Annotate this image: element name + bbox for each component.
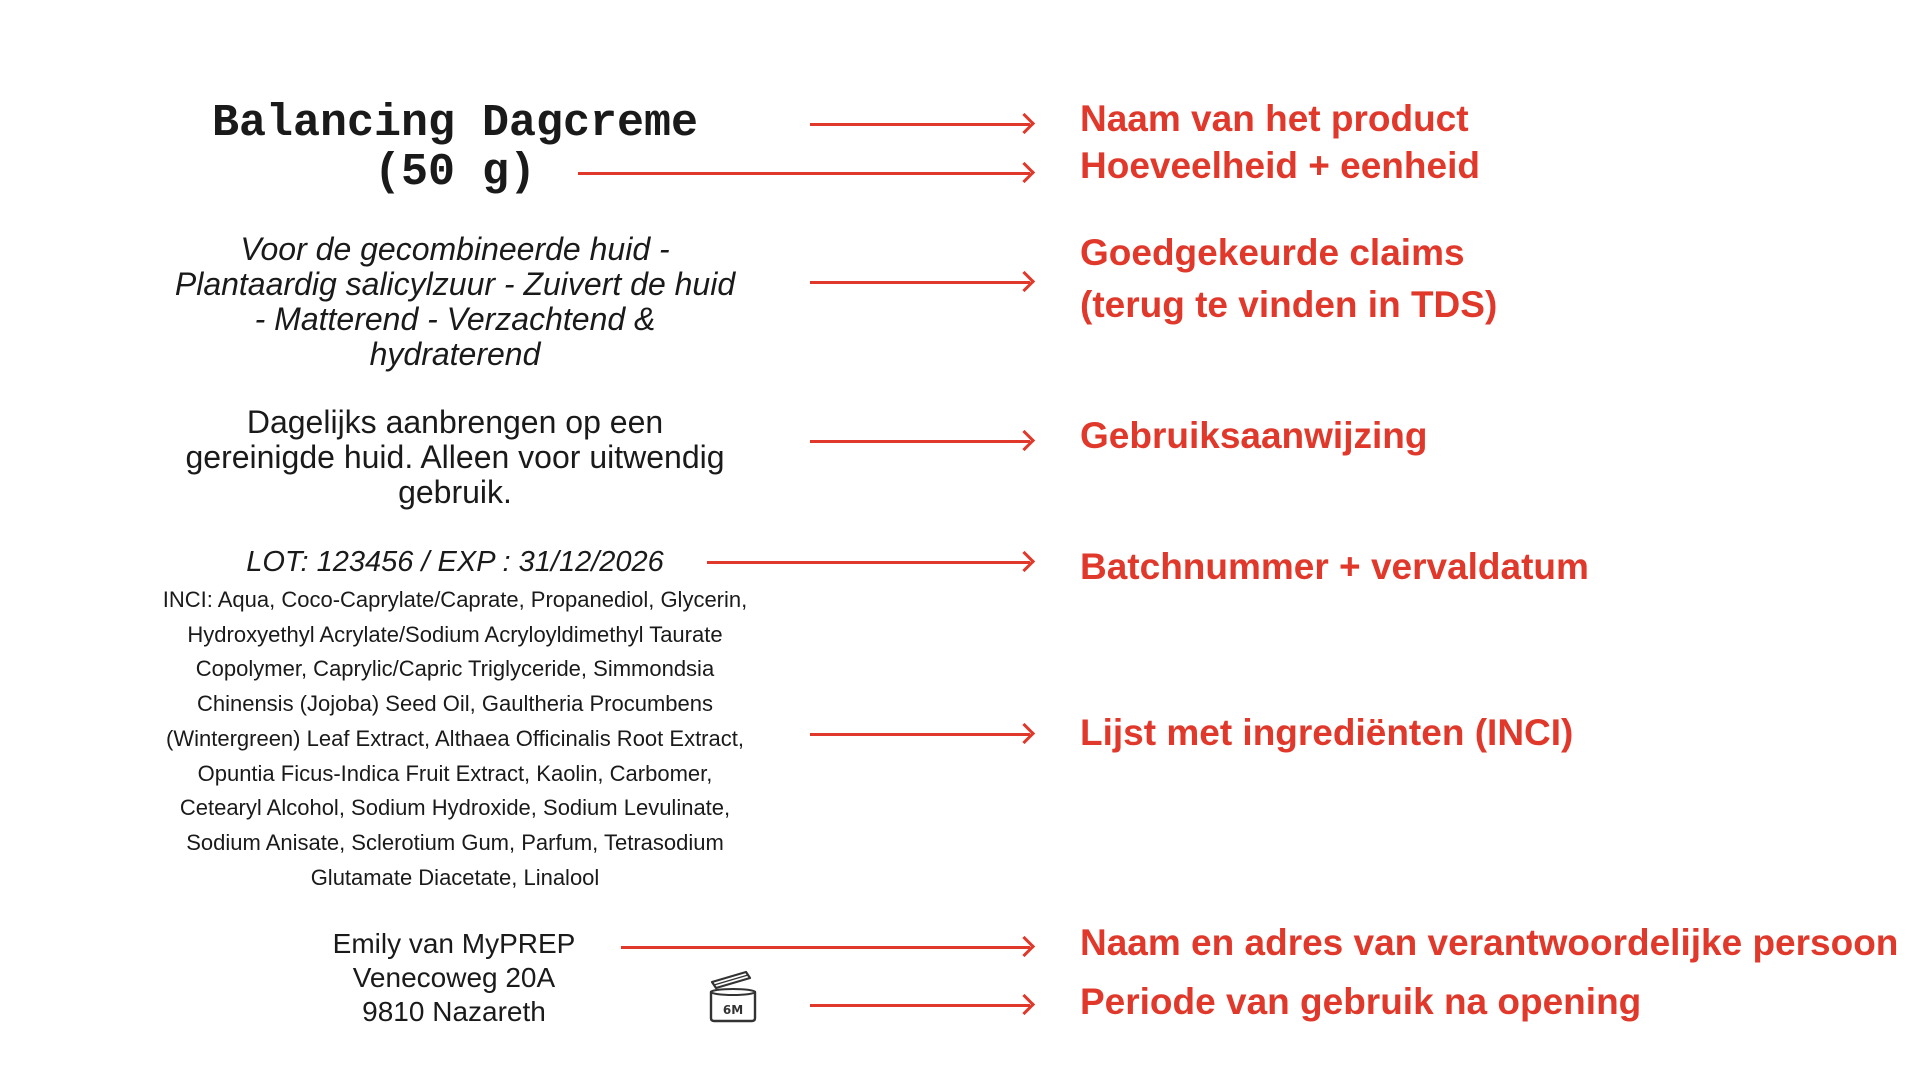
inci-line: INCI: Aqua, Coco-Caprylate/Caprate, Propanediol, Glycerin,	[162, 587, 748, 612]
annotation-inci: Lijst met ingrediënten (INCI)	[1080, 712, 1574, 753]
arrow-pao	[810, 1004, 1030, 1007]
pao-period: 6M	[722, 1003, 744, 1017]
annotation-product-name: Naam van het product	[1080, 98, 1469, 139]
annotation-pao: Periode van gebruik na opening	[1080, 981, 1642, 1022]
lot-expiry: LOT: 123456 / EXP : 31/12/2026	[246, 546, 664, 578]
inci-line: Hydroxyethyl Acrylate/Sodium Acryloyldimethyl Taurate	[187, 621, 723, 647]
annotation-claims-note: (terug te vinden in TDS)	[1080, 284, 1498, 325]
usage-line: gebruik.	[398, 474, 512, 510]
annotation-usage: Gebruiksaanwijzing	[1080, 415, 1428, 456]
product-name: Balancing Dagcreme	[211, 98, 699, 149]
annotation-responsible-person: Naam en adres van verantwoordelijke persoon	[1080, 922, 1899, 963]
claims-line: hydraterend	[369, 336, 541, 372]
inci-line: Glutamate Diacetate, Linalool	[310, 864, 600, 890]
arrow-lot-expiry	[707, 561, 1030, 564]
usage-instructions	[90, 405, 820, 510]
product-quantity: (50 g)	[373, 147, 537, 198]
annotation-lot-expiry: Batchnummer + vervaldatum	[1080, 546, 1589, 587]
inci-line: Chinensis (Jojoba) Seed Oil, Gaultheria Procumbens	[196, 691, 714, 717]
open-jar-icon	[706, 968, 760, 1024]
arrow-usage	[810, 440, 1030, 443]
inci-line: Sodium Anisate, Sclerotium Gum, Parfum, Tetrasodium	[186, 829, 724, 855]
inci-line: Opuntia Ficus-Indica Fruit Extract, Kaolin, Carbomer,	[197, 760, 713, 786]
arrow-product-name	[810, 123, 1030, 126]
product-claims	[90, 232, 820, 372]
inci-line: Copolymer, Caprylic/Capric Triglyceride, Simmondsia	[195, 656, 715, 682]
usage-line: Dagelijks aanbrengen op een	[246, 404, 664, 440]
claims-line: - Matterend - Verzachtend &	[254, 301, 656, 337]
annotation-claims: Goedgekeurde claims	[1080, 232, 1465, 273]
arrow-inci	[810, 733, 1030, 736]
inci-line: Cetearyl Alcohol, Sodium Hydroxide, Sodium Levulinate,	[179, 795, 731, 821]
inci-list	[90, 583, 820, 895]
arrow-responsible-person	[621, 946, 1030, 949]
arrow-quantity	[578, 172, 1030, 175]
usage-line: gereinigde huid. Alleen voor uitwendig	[185, 439, 725, 475]
address-line: Venecoweg 20A	[352, 962, 556, 993]
claims-line: Voor de gecombineerde huid -	[240, 231, 670, 267]
annotation-quantity: Hoeveelheid + eenheid	[1080, 145, 1480, 186]
address-line: 9810 Nazareth	[362, 996, 546, 1027]
inci-line: (Wintergreen) Leaf Extract, Althaea Officinalis Root Extract,	[166, 725, 744, 751]
responsible-person	[254, 927, 654, 1029]
address-line: Emily van MyPREP	[332, 928, 576, 959]
arrow-claims	[810, 281, 1030, 284]
claims-line: Plantaardig salicylzuur - Zuivert de huid	[174, 266, 736, 302]
